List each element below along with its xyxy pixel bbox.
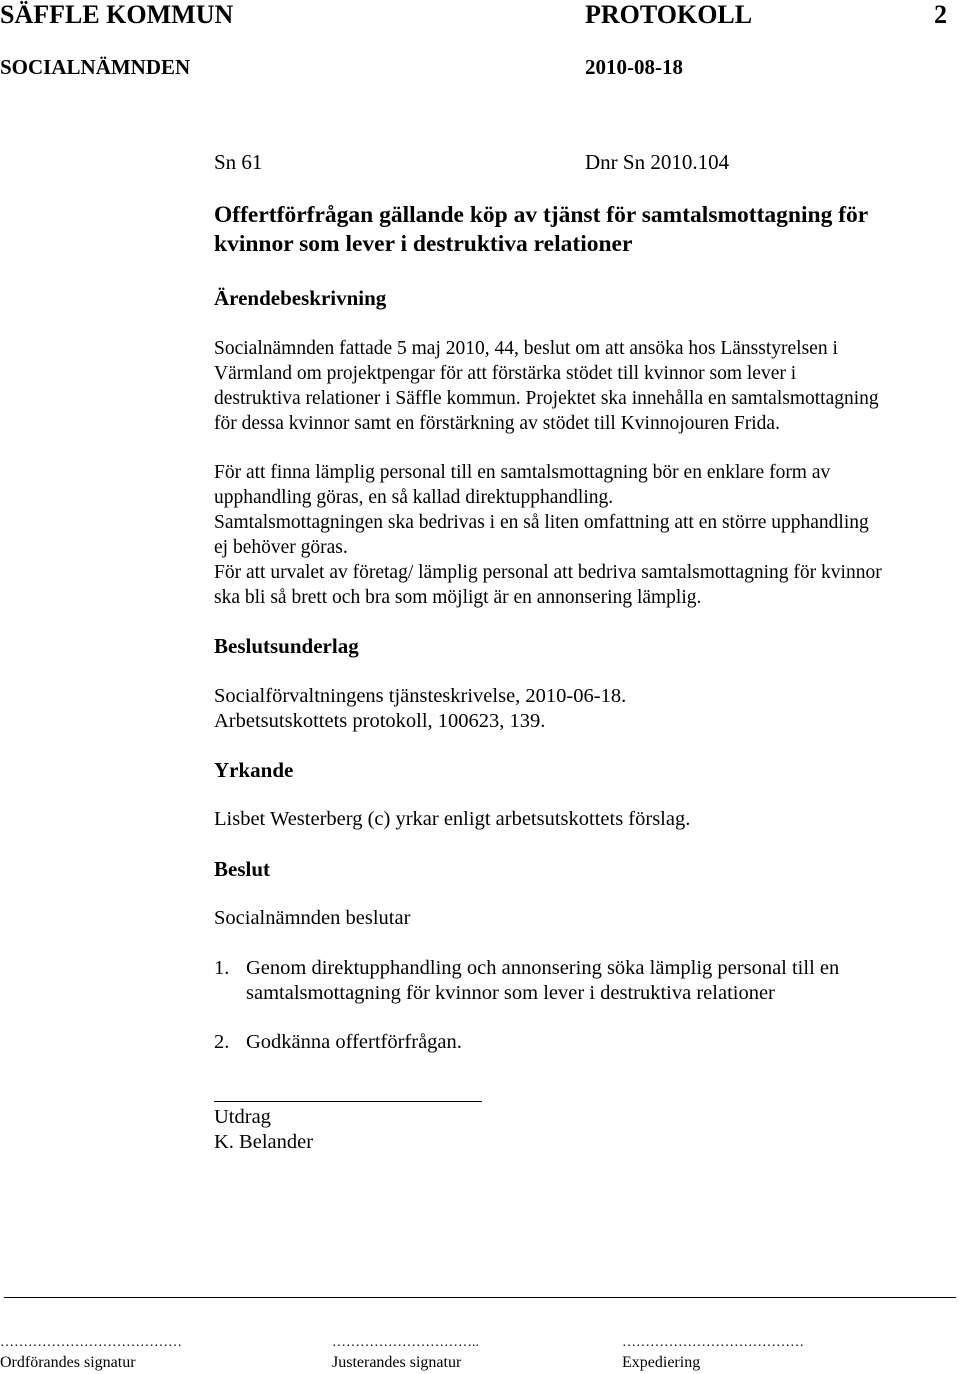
decision-item-number: 1.	[214, 957, 230, 979]
section-heading-beslut: Beslut	[214, 857, 271, 881]
signature-dots-adjuster: …………………………..	[332, 1335, 479, 1350]
decision-intro: Socialnämnden beslutar	[214, 907, 411, 929]
section-heading-beslutsunderlag: Beslutsunderlag	[214, 634, 359, 658]
extract-signature-line	[214, 1101, 482, 1102]
paragraph-1	[214, 336, 879, 436]
decision-item-number: 2.	[214, 1031, 230, 1053]
paragraph-line: För att finna lämplig personal till en samtalsmottagning bör en enklare form av	[214, 462, 831, 483]
paragraph-line: För att urvalet av företag/ lämplig personal att bedriva samtalsmottagning för kvinnor	[214, 562, 882, 583]
paragraph-line: Socialnämnden fattade 5 maj 2010, 44, beslut om att ansöka hos Länsstyrelsen i	[214, 338, 838, 359]
decision-item-text: samtalsmottagning för kvinnor som lever i destruktiva relationer	[246, 982, 775, 1004]
case-title-line-2: kvinnor som lever i destruktiva relationer	[214, 231, 633, 257]
paragraph-line: Samtalsmottagningen ska bedrivas i en så liten omfattning att en större upphandling	[214, 512, 869, 533]
decision-item-text: Godkänna offertförfrågan.	[246, 1031, 462, 1053]
paragraph-line: Värmland om projektpengar för att förstärka stödet till kvinnor som lever i	[214, 363, 797, 384]
paragraph-line: ska bli så brett och bra som möjligt är en annonsering lämplig.	[214, 587, 702, 608]
signature-label-adjuster: Justerandes signatur	[332, 1354, 462, 1371]
paragraph-line: upphandling göras, en så kallad direktupphandling.	[214, 487, 614, 508]
board-name: SOCIALNÄMNDEN	[0, 55, 191, 79]
footer-divider	[4, 1297, 956, 1298]
document-type: PROTOKOLL	[585, 0, 753, 29]
signature-dots-chair: …………………………………	[0, 1335, 182, 1350]
motion-text: Lisbet Westerberg (c) yrkar enligt arbetsutskottets förslag.	[214, 808, 691, 830]
section-heading-yrkande: Yrkande	[214, 758, 294, 782]
extract-recipient: K. Belander	[214, 1131, 314, 1153]
section-heading-arendebeskrivning: Ärendebeskrivning	[214, 286, 387, 310]
page-number: 2	[934, 0, 947, 29]
diary-number: Dnr Sn 2010.104	[585, 150, 730, 174]
municipality-name: SÄFFLE KOMMUN	[0, 0, 234, 29]
decision-basis-item: Arbetsutskottets protokoll, 100623, 139.	[214, 710, 546, 732]
section-number: Sn 61	[214, 150, 263, 174]
decision-basis-item: Socialförvaltningens tjänsteskrivelse, 2010-06-18.	[214, 685, 627, 707]
signature-label-dispatch: Expediering	[622, 1354, 701, 1371]
meeting-date: 2010-08-18	[585, 55, 683, 79]
case-title-line-1: Offertförfrågan gällande köp av tjänst för samtalsmottagning för	[214, 202, 869, 228]
paragraph-line: destruktiva relationer i Säffle kommun. Projektet ska innehålla en samtalsmottagning	[214, 388, 879, 409]
paragraph-line: för dessa kvinnor samt en förstärkning av stödet till Kvinnojouren Frida.	[214, 413, 780, 434]
decision-item-text: Genom direktupphandling och annonsering söka lämplig personal till en	[246, 957, 840, 979]
signature-dots-dispatch: …………………………………	[622, 1335, 804, 1350]
paragraph-2	[214, 460, 882, 610]
decision-basis-list	[214, 684, 626, 734]
extract-label: Utdrag	[214, 1106, 271, 1128]
paragraph-line: ej behöver göras.	[214, 537, 348, 558]
signature-label-chair: Ordförandes signatur	[0, 1354, 136, 1371]
